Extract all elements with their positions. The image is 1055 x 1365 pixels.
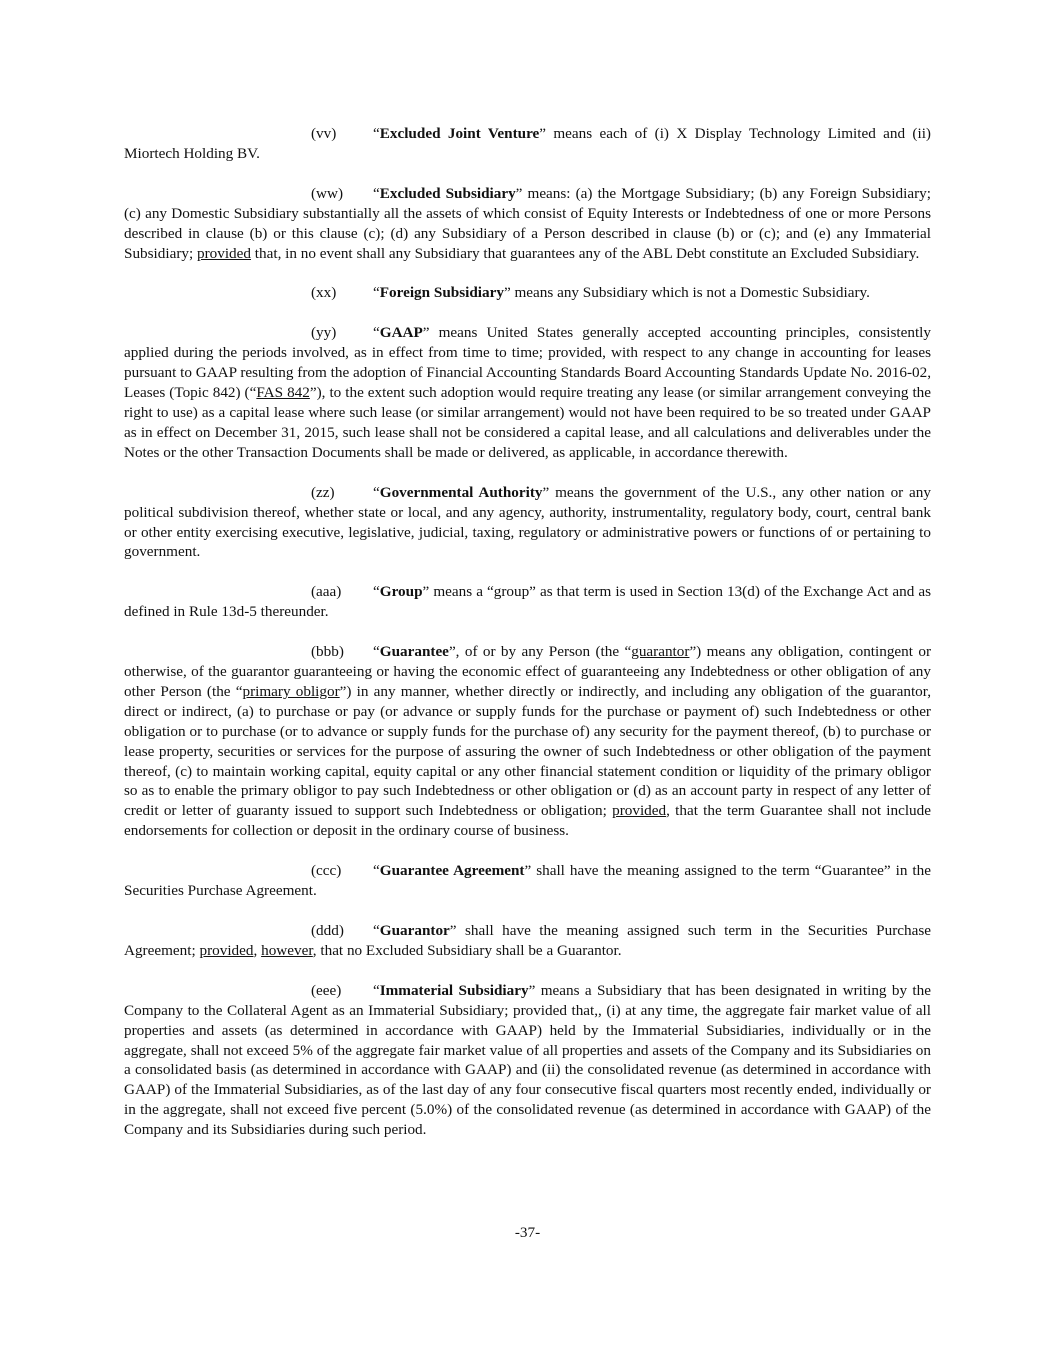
definition-text: ” means: (a) the Mortgage Subsidiary; (b) any Foreign Subsidiary; (c) any Domestic Subsidiary substantially all the assets of which consist of Equity Interests or Indebtedness of one or more Persons described in clause (b) or this clause (c); (d) any Subsidiary of a Person described in clause (b) or (c); and (e) any Immaterial Subsidiary; xyxy=(124,184,931,262)
defined-term: Guarantee Agreement xyxy=(379,862,525,880)
definition-ccc: (ccc) “Guarantee Agreement” shall have the meaning assigned to the term “Guarantee” in the Securities Purchase Agreement. xyxy=(124,862,931,900)
definition-label: (aaa) xyxy=(311,583,342,601)
definition-eee: (eee) “Immaterial Subsidiary” means a Subsidiary that has been designated in writing by the Company to the Collateral Agent as an Immaterial Subsidiary; provided that,, (i) at any time, the aggregate fair market value of all properties and assets (as determined in accordance with GAAP) held by the Immaterial Subsidiaries, individually or in the aggregate, shall not exceed 5% of the aggregate fair market value of all properties and assets of the Company and its Subsidiaries on a consolidated basis (as determined in accordance with GAAP) and (ii) the consolidated revenue (as determined in accordance with GAAP) of the Immaterial Subsidiaries, as of the last day of any four consecutive fiscal quarters most recently ended, individually or in the aggregate, shall not exceed five percent (5.0%) of the consolidated revenue (as determined in accordance with GAAP) of the Company and its Subsidiaries during such period. xyxy=(124,981,931,1139)
defined-term: Governmental Authority xyxy=(379,483,543,501)
definition-label: (bbb) xyxy=(311,643,344,661)
defined-term: GAAP xyxy=(379,324,423,342)
definition-text: ” means each of (i) X Display Technology Limited and (ii) Miortech Holding BV. xyxy=(124,125,931,162)
definition-text: ”), to the extent such adoption would require treating any lease (or similar arrangement conveying the right to use) as a capital lease where such lease (or similar arrangement) would not have been required to be so treated under GAAP as in effect on December 31, 2015, such lease shall not be considered a capital lease, and all calculations and deliverables under the Notes or the other Transaction Documents shall be made or delivered, as applicable, in accordance therewith. xyxy=(124,384,932,461)
definition-label: (ccc) xyxy=(311,862,342,880)
underlined-term: provided xyxy=(199,941,254,959)
defined-term: Guarantee xyxy=(379,643,449,661)
definition-ww: (ww) “Excluded Subsidiary” means: (a) the Mortgage Subsidiary; (b) any Foreign Subsidiary; (c) any Domestic Subsidiary substantially all the assets of which consist of Equity Interests or Indebtedness of one or more Persons described in clause (b) or this clause (c); (d) any Subsidiary of a Person described in clause (b) or (c); and (e) any Immaterial Subsidiary; provided that, in no event shall any Subsidiary that guarantees any of the ABL Debt constitute an Excluded Subsidiary. xyxy=(124,184,931,262)
underlined-term: guarantor xyxy=(631,643,690,661)
definition-text: , that no Excluded Subsidiary shall be a Guarantor. xyxy=(312,941,622,959)
definition-label: (xx) xyxy=(311,284,337,302)
defined-term: Excluded Joint Venture xyxy=(379,125,540,142)
definition-ddd: (ddd) “Guarantor” shall have the meaning assigned such term in the Securities Purchase Agreement; provided, however, that no Excluded Subsidiary shall be a Guarantor. xyxy=(124,922,931,959)
definition-vv: (vv) “Excluded Joint Venture” means each of (i) X Display Technology Limited and (ii) Miortech Holding BV. xyxy=(124,125,931,162)
defined-term: Excluded Subsidiary xyxy=(379,184,516,202)
definition-text: ” shall have the meaning assigned such term in the Securities Purchase Agreement; xyxy=(124,922,931,959)
definition-text: ” means a “group” as that term is used in Section 13(d) of the Exchange Act and as defined in Rule 13d-5 thereunder. xyxy=(124,583,931,621)
definition-label: (yy) xyxy=(311,324,337,342)
definition-label: (ww) xyxy=(311,184,344,202)
underlined-term: primary obligor xyxy=(242,682,340,700)
definition-text: ” shall have the meaning assigned to the term “Guarantee” in the Securities Purchase Agreement. xyxy=(124,862,931,900)
definition-zz: (zz) “Governmental Authority” means the government of the U.S., any other nation or any political subdivision thereof, whether state or local, and any agency, authority, instrumentality, regulatory body, court, central bank or other entity exercising executive, legislative, judicial, taxing, regulatory or administrative powers or functions of or pertaining to government. xyxy=(124,483,931,561)
definition-xx: (xx) “Foreign Subsidiary” means any Subsidiary which is not a Domestic Subsidiary. xyxy=(311,284,870,302)
document-body xyxy=(124,124,931,1140)
defined-term: Immaterial Subsidiary xyxy=(379,981,529,999)
defined-term: Foreign Subsidiary xyxy=(379,284,504,302)
definition-label: (eee) xyxy=(311,981,342,999)
definition-text: ” means any Subsidiary which is not a Domestic Subsidiary. xyxy=(503,284,870,302)
definition-text: ” means a Subsidiary that has been designated in writing by the Company to the Collateral Agent as an Immaterial Subsidiary; provided that,, (i) at any time, the aggregate fair market value of all properties and assets (as determined in accordance with GAAP) held by the Immaterial Subsidiaries, individually or in the aggregate, shall not exceed 5% of the aggregate fair market value of all properties and assets of the Company and its Subsidiaries on a consolidated basis (as determined in accordance with GAAP) and (ii) the consolidated revenue (as determined in accordance with GAAP) of the Immaterial Subsidiaries, as of the last day of any four consecutive fiscal quarters most recently ended, individually or in the aggregate, shall not exceed five percent (5.0%) of the consolidated revenue (as determined in accordance with GAAP) of the Company and its Subsidiaries during such period. xyxy=(124,981,931,1139)
definition-yy: (yy) “GAAP” means United States generally accepted accounting principles, consistently applied during the periods involved, as in effect from time to time; provided, with respect to any change in accounting for leases pursuant to GAAP resulting from the adoption of Financial Accounting Standards Board Accounting Standards Update No. 2016-02, Leases (Topic 842) (“FAS 842”), to the extent such adoption would require treating any lease (or similar arrangement conveying the right to use) as a capital lease where such lease (or similar arrangement) would not have been required to be so treated under GAAP as in effect on December 31, 2015, such lease shall not be considered a capital lease, and all calculations and deliverables under the Notes or the other Transaction Documents shall be made or delivered, as applicable, in accordance therewith. xyxy=(124,324,932,461)
definition-label: (zz) xyxy=(311,483,335,501)
definition-text: ”, of or by any Person (the “ xyxy=(448,643,632,661)
definition-text: , that the term Guarantee shall not include endorsements for collection or deposit in the ordinary course of business. xyxy=(124,802,931,840)
definition-text: ” means United States generally accepted accounting principles, consistently applied during the periods involved, as in effect from time to time; provided, with respect to any change in accounting for leases pursuant to GAAP resulting from the adoption of Financial Accounting Standards Board Accounting Standards Update No. 2016-02, Leases (Topic 842) (“ xyxy=(124,324,931,402)
underlined-term: provided xyxy=(612,802,667,820)
underlined-term: however xyxy=(261,941,313,959)
defined-term: Guarantor xyxy=(379,922,450,939)
definition-bbb: (bbb) “Guarantee”, of or by any Person (the “guarantor”) means any obligation, contingent or otherwise, of the guarantor guaranteeing or having the economic effect of guaranteeing any Indebtedness or other obligation of any other Person (the “primary obligor”) in any manner, whether directly or indirectly, and including any obligation of the guarantor, direct or indirect, (a) to purchase or pay (or advance or supply funds for the purchase or payment of) such Indebtedness or other obligation or to purchase (or to advance or supply funds for the purchase of) any security for the payment thereof, (b) to purchase or lease property, securities or services for the purpose of assuring the owner of such Indebtedness or other obligation of the payment thereof, (c) to maintain working capital, equity capital or any other financial statement condition or liquidity of the primary obligor so as to enable the primary obligor to pay such Indebtedness or other obligation or (d) as an account party in respect of any letter of credit or letter of guaranty issued to support such Indebtedness or obligation; provided, that the term Guarantee shall not include endorsements for collection or deposit in the ordinary course of business. xyxy=(124,643,932,840)
definition-text: ” means the government of the U.S., any other nation or any political subdivision thereof, whether state or local, and any agency, authority, instrumentality, regulatory body, court, central bank or other entity exercising executive, legislative, judicial, taxing, regulatory or administrative powers or functions of or pertaining to government. xyxy=(124,483,931,561)
definition-text: ”) means any obligation, contingent or otherwise, of the guarantor guaranteeing or having the economic effect of guaranteeing any Indebtedness or other obligation of any other Person (the “ xyxy=(124,643,931,700)
underlined-term: provided xyxy=(197,244,251,262)
page-number: -37- xyxy=(514,1224,541,1241)
definition-label: (vv) xyxy=(311,125,337,142)
definition-text: that, in no event shall any Subsidiary that guarantees any of the ABL Debt constitute an Excluded Subsidiary. xyxy=(251,244,920,262)
definition-text: ”) in any manner, whether directly or indirectly, and including any obligation of the guarantor, direct or indirect, (a) to purchase or pay (or advance or supply funds for the purchase or payment of) such Indebtedness or other obligation or to purchase (or to advance or supply funds for the purchase of) any security for the payment thereof, (b) to purchase or lease property, securities or services for the purpose of assuring the owner of such Indebtedness or other obligation of the payment thereof, (c) to maintain working capital, equity capital or any other financial statement condition or liquidity of the primary obligor so as to enable the primary obligor to pay such Indebtedness or other obligation or (d) as an account party in respect of any letter of credit or letter of guaranty issued to support such Indebtedness or obligation; xyxy=(124,682,932,820)
underlined-term: FAS 842 xyxy=(256,384,310,402)
definition-text: , xyxy=(253,941,262,959)
definition-label: (ddd) xyxy=(311,922,344,939)
definition-aaa: (aaa) “Group” means a “group” as that term is used in Section 13(d) of the Exchange Act and as defined in Rule 13d-5 thereunder. xyxy=(124,583,931,621)
defined-term: Group xyxy=(379,583,423,601)
